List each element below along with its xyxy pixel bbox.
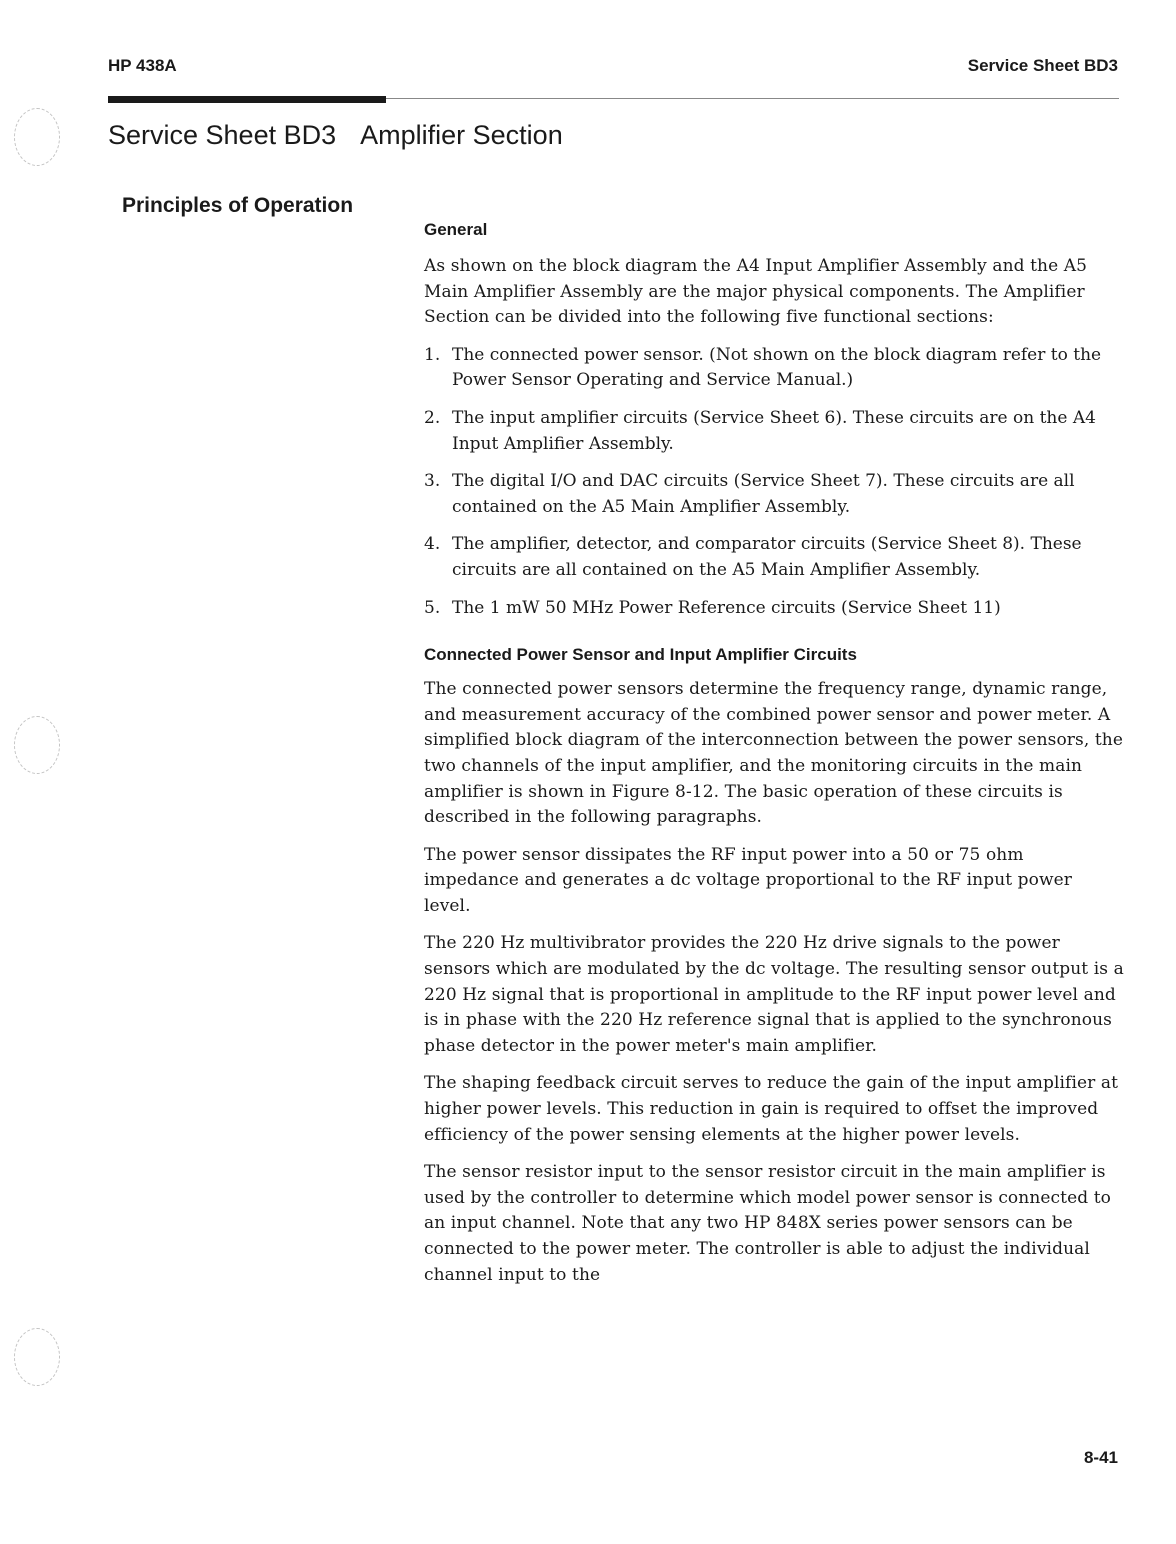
paragraph-shaping-feedback: The shaping feedback circuit serves to reduce the gain of the input amplifier at higher power levels. This reduction in gain is required to offset the improved efficiency of the power sensing elements at the higher power levels. bbox=[424, 1073, 1119, 1145]
page-number: 8-41 bbox=[1083, 1448, 1118, 1467]
list-item: 5. The 1 mW 50 MHz Power Reference circuits (Service Sheet 11) bbox=[424, 597, 1001, 618]
hole-punch-top bbox=[14, 108, 60, 166]
page-title-sheet: Service Sheet BD3 bbox=[108, 120, 337, 150]
section-subtitle: Principles of Operation bbox=[122, 194, 354, 217]
paragraph-dissipation: The power sensor dissipates the RF input power into a 50 or 75 ohm impedance and generates a dc voltage proportional to the RF input power level. bbox=[424, 844, 1073, 916]
header-rule-thin bbox=[386, 98, 1119, 99]
paragraph-sensors: The connected power sensors determine the frequency range, dynamic range, and measurement accuracy of the combined power sensor and power meter. A simplified block diagram of the interconnection between the power sensors, the two channels of the input amplifier, and the monitoring circuits in the main amplifier is shown in Figure 8-12. The basic operation of these circuits is described in the following paragraphs. bbox=[424, 679, 1123, 828]
main-content bbox=[424, 220, 1124, 1300]
paragraph-sensor-resistor: The sensor resistor input to the sensor resistor circuit in the main amplifier is used by the controller to determine which model power sensor is connected to an input channel. Note that any two HP 848X series power sensors can be connected to the power meter. The controller is able to adjust the individual channel input to the bbox=[424, 1162, 1111, 1285]
paragraph-multivibrator: The 220 Hz multivibrator provides the 220 Hz drive signals to the power sensors which are modulated by the dc voltage. The resulting sensor output is a 220 Hz signal that is proportional in amplitude to the RF input power level and is in phase with the 220 Hz reference signal that is applied to the synchronous phase detector in the power meter's main amplifier. bbox=[424, 933, 1124, 1056]
heading-connected-sensor: Connected Power Sensor and Input Amplifier Circuits bbox=[424, 645, 857, 665]
functional-sections-list bbox=[424, 343, 1124, 621]
list-item: 3. The digital I/O and DAC circuits (Service Sheet 7). These circuits are all contained on the A5 Main Amplifier Assembly. bbox=[424, 471, 1075, 517]
list-item: 4. The amplifier, detector, and comparator circuits (Service Sheet 8). These circuits are all contained on the A5 Main Amplifier Assembly. bbox=[424, 534, 1082, 580]
header-rule-thick bbox=[108, 96, 386, 103]
page-title-section: Amplifier Section bbox=[360, 120, 563, 150]
header-model: HP 438A bbox=[108, 56, 177, 75]
list-item: 2. The input amplifier circuits (Service Sheet 6). These circuits are on the A4 Input Amplifier Assembly. bbox=[424, 407, 1096, 454]
header-sheet: Service Sheet BD3 bbox=[967, 56, 1118, 75]
heading-general: General bbox=[424, 220, 488, 239]
page-title bbox=[108, 120, 563, 151]
hole-punch-bottom bbox=[14, 1328, 60, 1386]
general-intro: As shown on the block diagram the A4 Input Amplifier Assembly and the A5 Main Amplifier Assembly are the major physical components. The Amplifier Section can be divided into the following five functional sections: bbox=[424, 256, 1088, 328]
list-item: 1. The connected power sensor. (Not shown on the block diagram refer to the Power Sensor Operating and Service Manual.) bbox=[424, 344, 1102, 391]
hole-punch-middle bbox=[14, 716, 60, 774]
